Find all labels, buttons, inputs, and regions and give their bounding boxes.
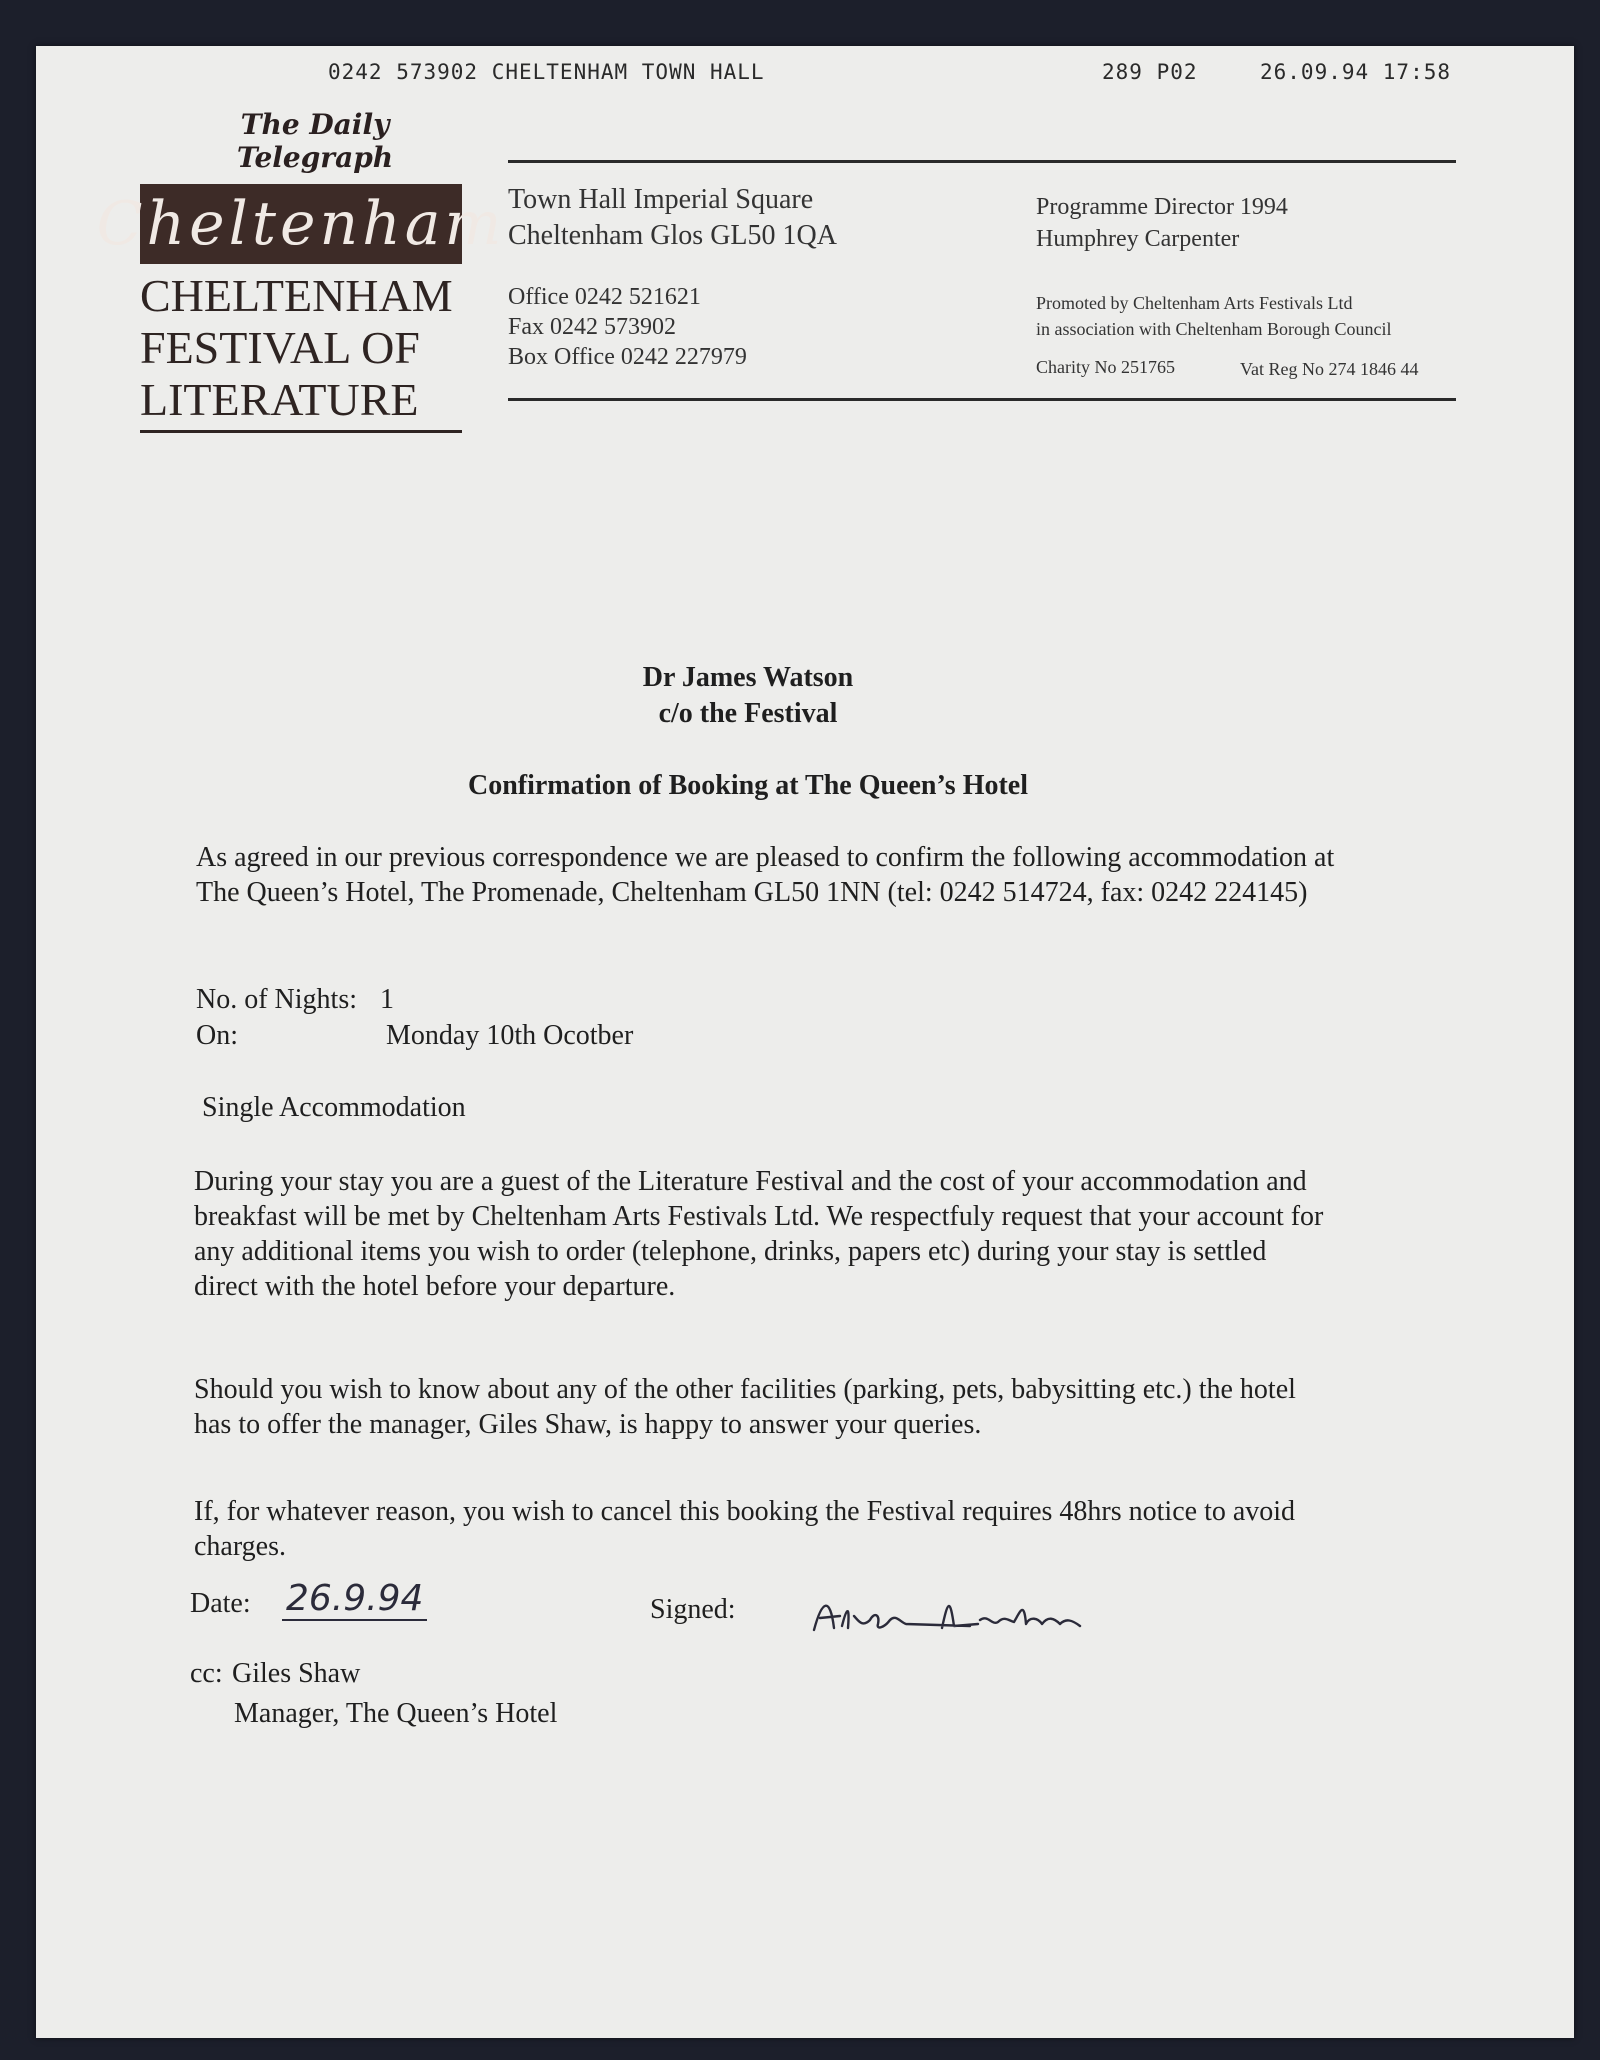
on-value: Monday 10th Ocotber bbox=[386, 1020, 634, 1051]
logo-line-3: LITERATURE bbox=[140, 374, 419, 425]
nights-label: No. of Nights: bbox=[196, 984, 357, 1015]
cc-role: Manager, The Queen’s Hotel bbox=[234, 1698, 558, 1729]
header-rule-top bbox=[508, 160, 1456, 163]
director-title: Programme Director 1994 bbox=[1036, 194, 1288, 220]
room-type: Single Accommodation bbox=[202, 1092, 466, 1123]
contact-fax: Fax 0242 573902 bbox=[508, 314, 676, 340]
header-rule-bottom bbox=[508, 398, 1456, 401]
address-line-2: Cheltenham Glos GL50 1QA bbox=[508, 220, 837, 251]
promoter-line-2: in association with Cheltenham Borough Council bbox=[1036, 319, 1392, 339]
recipient-care-of: c/o the Festival bbox=[658, 698, 838, 729]
date-label: Date: bbox=[190, 1588, 251, 1619]
nights-value: 1 bbox=[380, 984, 394, 1015]
contact-office: Office 0242 521621 bbox=[508, 284, 701, 310]
recipient-name: Dr James Watson bbox=[642, 662, 854, 693]
vat-number: Vat Reg No 274 1846 44 bbox=[1240, 359, 1419, 379]
letter-subject: Confirmation of Booking at The Queen’s Hotel bbox=[467, 770, 1028, 801]
cc-name: Giles Shaw bbox=[232, 1658, 361, 1689]
address-line-1: Town Hall Imperial Square bbox=[508, 184, 814, 215]
contact-box-office: Box Office 0242 227979 bbox=[508, 344, 747, 370]
promoter-line-1: Promoted by Cheltenham Arts Festivals Ltd bbox=[1036, 293, 1353, 313]
fax-header-datetime: 26.09.94 17:58 bbox=[1260, 60, 1452, 84]
fax-header-sender: 0242 573902 CHELTENHAM TOWN HALL bbox=[328, 60, 765, 84]
signed-label: Signed: bbox=[650, 1594, 736, 1625]
stay-paragraph: During your stay you are a guest of the Literature Festival and the cost of your accommodation and breakfast will be met by Cheltenham Arts Festivals Ltd. We respectfuly request that your account for any additional items you wish to order (telephone, drinks, papers etc) during your stay is settled direct with the hotel before your departure. bbox=[194, 1166, 1324, 1302]
cancel-paragraph: If, for whatever reason, you wish to cancel this booking the Festival requires 48hrs notice to avoid charges. bbox=[194, 1496, 1296, 1562]
logo-line-1: CHELTENHAM bbox=[140, 270, 453, 321]
date-value: 26.9.94 bbox=[282, 1578, 427, 1621]
director-name: Humphrey Carpenter bbox=[1036, 226, 1240, 252]
cc-label: cc: bbox=[190, 1658, 223, 1689]
logo-underline bbox=[140, 430, 462, 433]
facilities-paragraph: Should you wish to know about any of the other facilities (parking, pets, babysitting etc.) the hotel has to offer the manager, Giles Shaw, is happy to answer your queries. bbox=[194, 1374, 1296, 1440]
logo-emblem: Cheltenham bbox=[140, 184, 462, 264]
sponsor-name: The Daily Telegraph bbox=[236, 108, 394, 174]
signature bbox=[810, 1590, 1100, 1650]
charity-number: Charity No 251765 bbox=[1036, 357, 1175, 377]
festival-logo bbox=[96, 108, 506, 433]
fax-header-page: 289 P02 bbox=[1102, 60, 1198, 84]
intro-paragraph: As agreed in our previous correspondence we are pleased to confirm the following accommodation at The Queen’s Hotel, The Promenade, Cheltenham GL50 1NN (tel: 0242 514724, fax: 0242 224145) bbox=[196, 842, 1335, 908]
on-label: On: bbox=[196, 1020, 238, 1051]
logo-line-2: FESTIVAL OF bbox=[140, 322, 420, 373]
